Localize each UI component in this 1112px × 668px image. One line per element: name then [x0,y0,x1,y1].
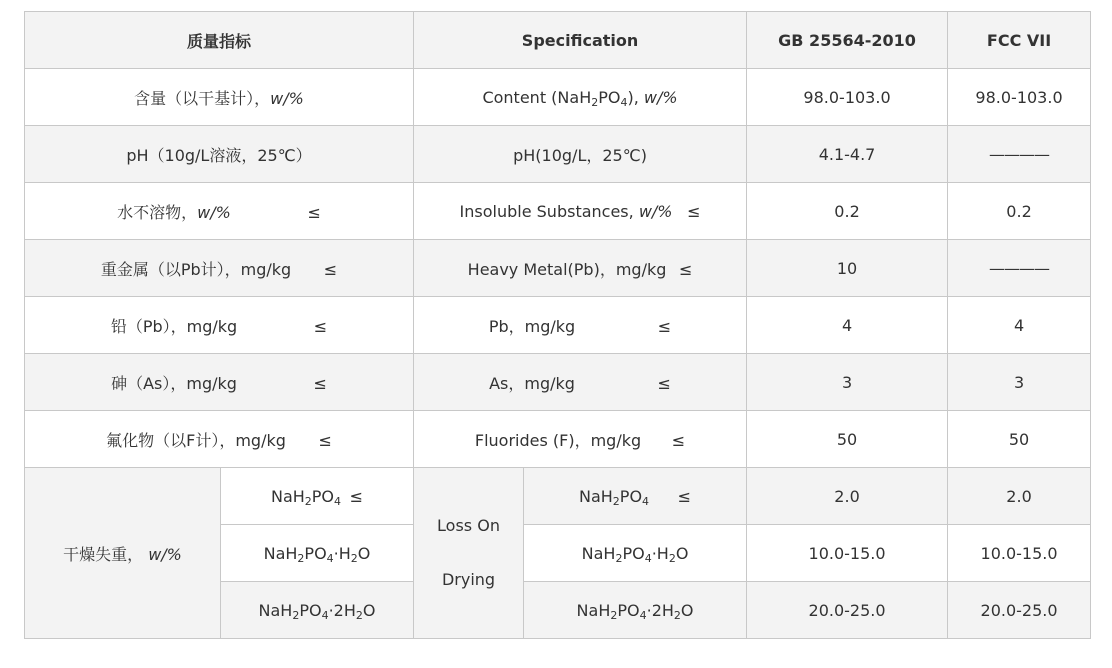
cell-cn-fluorides: 氟化物（以F计），mg/kg ≤ [25,411,414,468]
cell-gb-value: 50 [747,411,948,468]
cell-cn-heavy-metal: 重金属（以Pb计），mg/kg ≤ [25,240,414,297]
cell-fcc-value: ———— [948,126,1091,183]
cell-cn-content: 含量（以干基计），w/% [25,69,414,126]
cell-cn-lead: 铅（Pb），mg/kg ≤ [25,297,414,354]
table-row-drying-anhydrous [25,468,1091,525]
cell-fcc-value: ———— [948,240,1091,297]
cell-fcc-value: 4 [948,297,1091,354]
cell-gb-value: 3 [747,354,948,411]
table-row-insoluble [25,183,1091,240]
cell-en-loss-on-drying: Loss On Drying [414,468,524,639]
cell-fcc-value: 50 [948,411,1091,468]
table-row-content [25,69,1091,126]
table-row-fluorides [25,411,1091,468]
header-quality-index: 质量指标 [25,12,414,69]
cell-cn-ph: pH（10g/L溶液，25℃） [25,126,414,183]
cell-en-ph: pH(10g/L，25℃) [414,126,747,183]
cell-en-insoluble: Insoluble Substances, w/% ≤ [414,183,747,240]
cell-en-lead: Pb，mg/kg ≤ [414,297,747,354]
cell-gb-value: 10 [747,240,948,297]
cell-fcc-value: 0.2 [948,183,1091,240]
cell-gb-value: 0.2 [747,183,948,240]
cell-gb-value: 20.0-25.0 [747,582,948,639]
cell-cn-insoluble: 水不溶物，w/% ≤ [25,183,414,240]
cell-cn-drying-loss: 干燥失重， w/% [25,468,221,639]
cell-cn-form-anhydrous: $NaH_2PO_4$ ≤ [221,468,414,525]
cell-fcc-value: 20.0-25.0 [948,582,1091,639]
cell-fcc-value: 3 [948,354,1091,411]
cell-gb-value: 2.0 [747,468,948,525]
cell-en-fluorides: Fluorides (F)，mg/kg ≤ [414,411,747,468]
cell-en-form-monohydrate: $NaH_2PO_4\cdot H_2O$ [524,525,747,582]
table-header-row [25,12,1091,69]
cell-cn-arsenic: 砷（As），mg/kg ≤ [25,354,414,411]
cell-en-arsenic: As，mg/kg ≤ [414,354,747,411]
cell-fcc-value: 2.0 [948,468,1091,525]
cell-fcc-value: 98.0-103.0 [948,69,1091,126]
cell-en-heavy-metal: Heavy Metal(Pb)，mg/kg ≤ [414,240,747,297]
table-row-heavy-metal [25,240,1091,297]
cell-cn-form-dihydrate: $NaH_2PO_4\cdot 2H_2O$ [221,582,414,639]
cell-gb-value: 4.1-4.7 [747,126,948,183]
cell-en-form-dihydrate: $NaH_2PO_4\cdot 2H_2O$ [524,582,747,639]
cell-cn-form-monohydrate: $NaH_2PO_4\cdot H_2O$ [221,525,414,582]
table-row-ph [25,126,1091,183]
cell-gb-value: 4 [747,297,948,354]
header-fcc-standard: FCC VII [948,12,1091,69]
table-row-lead [25,297,1091,354]
header-specification: Specification [414,12,747,69]
cell-gb-value: 10.0-15.0 [747,525,948,582]
cell-gb-value: 98.0-103.0 [747,69,948,126]
cell-fcc-value: 10.0-15.0 [948,525,1091,582]
cell-en-form-anhydrous: $NaH_2PO_4$ ≤ [524,468,747,525]
table-row-arsenic [25,354,1091,411]
specification-table [24,11,1091,639]
cell-en-content: Content $(NaH_2PO_4)$, w/% [414,69,747,126]
header-gb-standard: GB 25564-2010 [747,12,948,69]
